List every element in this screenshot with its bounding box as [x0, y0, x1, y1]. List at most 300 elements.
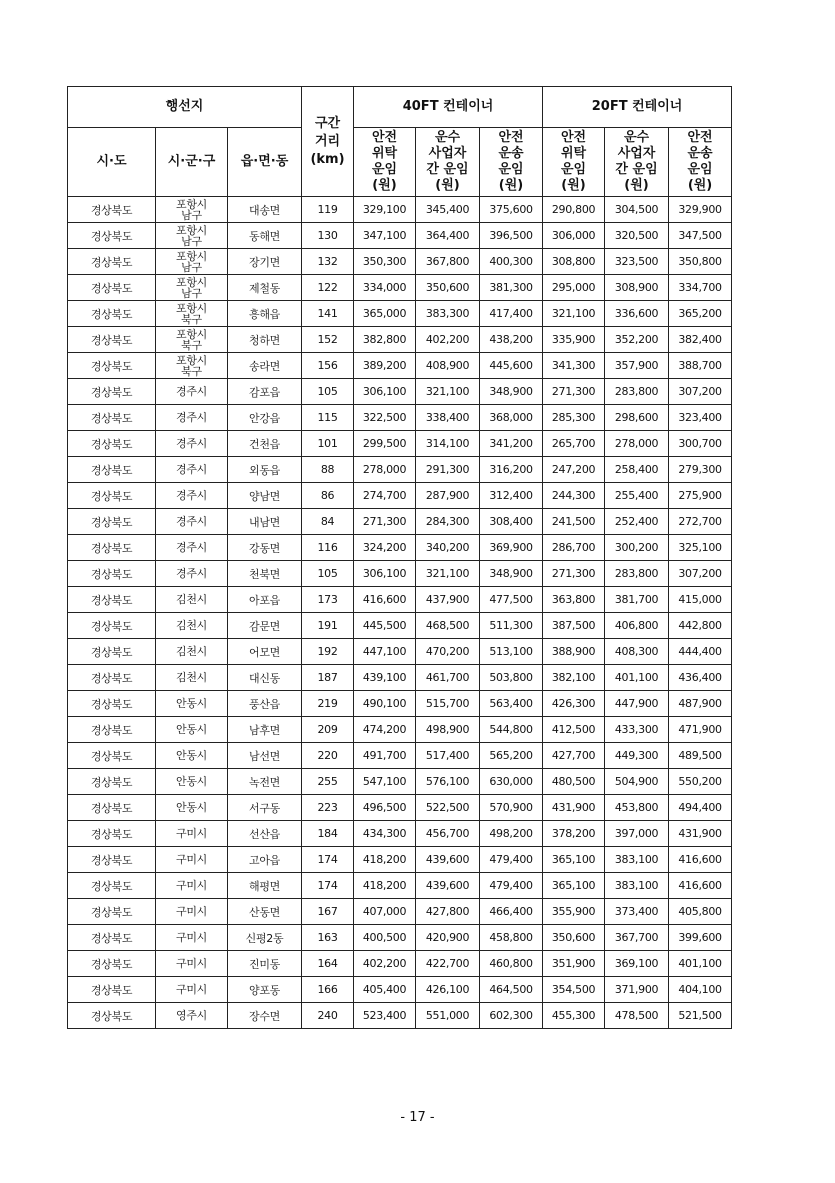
cell-40ft-carrier: 338,400 — [416, 405, 480, 431]
cell-sido: 경상북도 — [68, 301, 156, 327]
cell-eupmyeondong: 송라면 — [228, 353, 302, 379]
cell-40ft-transport: 348,900 — [480, 379, 543, 405]
eupmyeondong-header: 읍·면·동 — [228, 128, 302, 197]
cell-20ft-carrier: 255,400 — [605, 483, 669, 509]
cell-20ft-carrier: 300,200 — [605, 535, 669, 561]
cell-40ft-carrier: 420,900 — [416, 925, 480, 951]
cell-40ft-transport: 565,200 — [480, 743, 543, 769]
cell-distance: 156 — [302, 353, 354, 379]
cell-distance: 220 — [302, 743, 354, 769]
cell-40ft-consign: 547,100 — [354, 769, 416, 795]
cell-sido: 경상북도 — [68, 327, 156, 353]
cell-20ft-carrier: 433,300 — [605, 717, 669, 743]
cell-20ft-consign: 295,000 — [543, 275, 605, 301]
cell-sido: 경상북도 — [68, 925, 156, 951]
cell-40ft-transport: 396,500 — [480, 223, 543, 249]
cell-sido: 경상북도 — [68, 821, 156, 847]
table-row — [68, 457, 732, 483]
cell-20ft-consign: 341,300 — [543, 353, 605, 379]
cell-distance: 132 — [302, 249, 354, 275]
cell-40ft-transport: 570,900 — [480, 795, 543, 821]
cell-eupmyeondong: 제철동 — [228, 275, 302, 301]
cell-40ft-carrier: 321,100 — [416, 561, 480, 587]
cell-sigungu: 구미시 — [156, 899, 228, 925]
cell-eupmyeondong: 선산읍 — [228, 821, 302, 847]
table-row — [68, 483, 732, 509]
freight-rate-table — [67, 86, 732, 1029]
cell-20ft-transport: 275,900 — [669, 483, 732, 509]
cell-40ft-consign: 306,100 — [354, 379, 416, 405]
cell-sido: 경상북도 — [68, 561, 156, 587]
cell-distance: 115 — [302, 405, 354, 431]
cell-sigungu: 포항시 북구 — [156, 301, 228, 327]
cell-sido: 경상북도 — [68, 379, 156, 405]
cell-distance: 86 — [302, 483, 354, 509]
cell-eupmyeondong: 해평면 — [228, 873, 302, 899]
cell-40ft-transport: 511,300 — [480, 613, 543, 639]
cell-20ft-consign: 247,200 — [543, 457, 605, 483]
cell-20ft-consign: 335,900 — [543, 327, 605, 353]
cell-eupmyeondong: 아포읍 — [228, 587, 302, 613]
20ft-safety-transport-header: 안전 운송 운임 (원) — [669, 128, 732, 197]
cell-40ft-carrier: 321,100 — [416, 379, 480, 405]
cell-40ft-carrier: 576,100 — [416, 769, 480, 795]
cell-40ft-consign: 490,100 — [354, 691, 416, 717]
cell-40ft-transport: 375,600 — [480, 197, 543, 223]
sigungu-header: 시·군·구 — [156, 128, 228, 197]
cell-20ft-consign: 431,900 — [543, 795, 605, 821]
cell-eupmyeondong: 외동읍 — [228, 457, 302, 483]
cell-20ft-transport: 405,800 — [669, 899, 732, 925]
cell-20ft-carrier: 371,900 — [605, 977, 669, 1003]
cell-sido: 경상북도 — [68, 873, 156, 899]
cell-20ft-consign: 355,900 — [543, 899, 605, 925]
cell-40ft-consign: 306,100 — [354, 561, 416, 587]
cell-20ft-transport: 307,200 — [669, 379, 732, 405]
table-body — [68, 197, 732, 1029]
table-row — [68, 197, 732, 223]
cell-sido: 경상북도 — [68, 717, 156, 743]
cell-sido: 경상북도 — [68, 353, 156, 379]
cell-20ft-transport: 416,600 — [669, 847, 732, 873]
cell-40ft-carrier: 551,000 — [416, 1003, 480, 1029]
cell-distance: 163 — [302, 925, 354, 951]
cell-distance: 119 — [302, 197, 354, 223]
cell-sigungu: 영주시 — [156, 1003, 228, 1029]
cell-40ft-carrier: 470,200 — [416, 639, 480, 665]
cell-sigungu: 구미시 — [156, 977, 228, 1003]
cell-sigungu: 경주시 — [156, 457, 228, 483]
cell-40ft-transport: 400,300 — [480, 249, 543, 275]
cell-40ft-carrier: 350,600 — [416, 275, 480, 301]
cell-distance: 209 — [302, 717, 354, 743]
cell-40ft-consign: 402,200 — [354, 951, 416, 977]
cell-20ft-transport: 401,100 — [669, 951, 732, 977]
table-row — [68, 743, 732, 769]
cell-sigungu: 김천시 — [156, 587, 228, 613]
cell-40ft-transport: 445,600 — [480, 353, 543, 379]
cell-sido: 경상북도 — [68, 899, 156, 925]
cell-20ft-transport: 415,000 — [669, 587, 732, 613]
cell-20ft-carrier: 447,900 — [605, 691, 669, 717]
table-row — [68, 587, 732, 613]
cell-sido: 경상북도 — [68, 197, 156, 223]
20ft-safety-consign-header: 안전 위탁 운임 (원) — [543, 128, 605, 197]
cell-20ft-consign: 365,100 — [543, 847, 605, 873]
cell-20ft-transport: 365,200 — [669, 301, 732, 327]
cell-20ft-transport: 323,400 — [669, 405, 732, 431]
table-row — [68, 977, 732, 1003]
cell-distance: 173 — [302, 587, 354, 613]
cell-distance: 105 — [302, 379, 354, 405]
cell-sigungu: 김천시 — [156, 639, 228, 665]
cell-20ft-transport: 329,900 — [669, 197, 732, 223]
cell-40ft-carrier: 314,100 — [416, 431, 480, 457]
cell-40ft-carrier: 517,400 — [416, 743, 480, 769]
cell-20ft-carrier: 453,800 — [605, 795, 669, 821]
cell-40ft-consign: 491,700 — [354, 743, 416, 769]
cell-sido: 경상북도 — [68, 743, 156, 769]
cell-20ft-consign: 271,300 — [543, 561, 605, 587]
cell-20ft-consign: 306,000 — [543, 223, 605, 249]
cell-20ft-transport: 436,400 — [669, 665, 732, 691]
table-row — [68, 925, 732, 951]
cell-sigungu: 김천시 — [156, 613, 228, 639]
cell-sido: 경상북도 — [68, 405, 156, 431]
cell-20ft-carrier: 383,100 — [605, 873, 669, 899]
cell-20ft-transport: 489,500 — [669, 743, 732, 769]
cell-distance: 88 — [302, 457, 354, 483]
page-number: - 17 - — [400, 1110, 435, 1125]
cell-40ft-consign: 418,200 — [354, 847, 416, 873]
cell-20ft-consign: 426,300 — [543, 691, 605, 717]
cell-eupmyeondong: 대신동 — [228, 665, 302, 691]
cell-20ft-carrier: 369,100 — [605, 951, 669, 977]
table-row — [68, 691, 732, 717]
cell-20ft-consign: 321,100 — [543, 301, 605, 327]
cell-eupmyeondong: 강동면 — [228, 535, 302, 561]
cell-20ft-carrier: 336,600 — [605, 301, 669, 327]
cell-40ft-consign: 400,500 — [354, 925, 416, 951]
cell-40ft-consign: 434,300 — [354, 821, 416, 847]
cell-40ft-consign: 278,000 — [354, 457, 416, 483]
cell-40ft-consign: 439,100 — [354, 665, 416, 691]
cell-20ft-carrier: 304,500 — [605, 197, 669, 223]
cell-20ft-consign: 308,800 — [543, 249, 605, 275]
cell-distance: 187 — [302, 665, 354, 691]
cell-20ft-carrier: 401,100 — [605, 665, 669, 691]
cell-20ft-carrier: 308,900 — [605, 275, 669, 301]
table-row — [68, 223, 732, 249]
cell-20ft-consign: 351,900 — [543, 951, 605, 977]
cell-40ft-carrier: 284,300 — [416, 509, 480, 535]
table-row — [68, 613, 732, 639]
cell-eupmyeondong: 남선면 — [228, 743, 302, 769]
cell-20ft-carrier: 478,500 — [605, 1003, 669, 1029]
40ft-carrier-header: 운수 사업자 간 운임 (원) — [416, 128, 480, 197]
table-row — [68, 821, 732, 847]
cell-distance: 174 — [302, 873, 354, 899]
cell-40ft-transport: 381,300 — [480, 275, 543, 301]
cell-distance: 105 — [302, 561, 354, 587]
cell-20ft-consign: 286,700 — [543, 535, 605, 561]
cell-20ft-carrier: 258,400 — [605, 457, 669, 483]
cell-20ft-consign: 427,700 — [543, 743, 605, 769]
cell-40ft-transport: 368,000 — [480, 405, 543, 431]
cell-20ft-carrier: 408,300 — [605, 639, 669, 665]
cell-20ft-transport: 272,700 — [669, 509, 732, 535]
cell-sigungu: 구미시 — [156, 847, 228, 873]
cell-distance: 174 — [302, 847, 354, 873]
table-row — [68, 951, 732, 977]
cell-20ft-transport: 444,400 — [669, 639, 732, 665]
cell-20ft-carrier: 504,900 — [605, 769, 669, 795]
cell-eupmyeondong: 감문면 — [228, 613, 302, 639]
table-row — [68, 717, 732, 743]
cell-20ft-transport: 494,400 — [669, 795, 732, 821]
cell-20ft-consign: 365,100 — [543, 873, 605, 899]
cell-40ft-transport: 563,400 — [480, 691, 543, 717]
cell-sigungu: 안동시 — [156, 769, 228, 795]
cell-20ft-consign: 271,300 — [543, 379, 605, 405]
cell-40ft-consign: 496,500 — [354, 795, 416, 821]
cell-sigungu: 구미시 — [156, 925, 228, 951]
cell-distance: 152 — [302, 327, 354, 353]
cell-40ft-carrier: 522,500 — [416, 795, 480, 821]
cell-sido: 경상북도 — [68, 483, 156, 509]
cell-20ft-carrier: 373,400 — [605, 899, 669, 925]
cell-20ft-carrier: 449,300 — [605, 743, 669, 769]
cell-40ft-carrier: 456,700 — [416, 821, 480, 847]
cell-40ft-carrier: 461,700 — [416, 665, 480, 691]
cell-40ft-consign: 474,200 — [354, 717, 416, 743]
cell-40ft-carrier: 422,700 — [416, 951, 480, 977]
cell-40ft-consign: 347,100 — [354, 223, 416, 249]
cell-eupmyeondong: 양포동 — [228, 977, 302, 1003]
cell-20ft-transport: 521,500 — [669, 1003, 732, 1029]
cell-20ft-consign: 388,900 — [543, 639, 605, 665]
cell-20ft-carrier: 357,900 — [605, 353, 669, 379]
cell-40ft-transport: 458,800 — [480, 925, 543, 951]
cell-40ft-consign: 274,700 — [354, 483, 416, 509]
cell-40ft-transport: 498,200 — [480, 821, 543, 847]
cell-20ft-transport: 404,100 — [669, 977, 732, 1003]
cell-40ft-carrier: 287,900 — [416, 483, 480, 509]
cell-sigungu: 안동시 — [156, 717, 228, 743]
cell-sigungu: 경주시 — [156, 379, 228, 405]
cell-distance: 164 — [302, 951, 354, 977]
cell-eupmyeondong: 동해면 — [228, 223, 302, 249]
cell-40ft-consign: 365,000 — [354, 301, 416, 327]
cell-eupmyeondong: 산동면 — [228, 899, 302, 925]
cell-eupmyeondong: 장수면 — [228, 1003, 302, 1029]
cell-eupmyeondong: 신평2동 — [228, 925, 302, 951]
cell-20ft-transport: 347,500 — [669, 223, 732, 249]
cell-sigungu: 구미시 — [156, 873, 228, 899]
cell-sido: 경상북도 — [68, 509, 156, 535]
cell-distance: 101 — [302, 431, 354, 457]
cell-distance: 130 — [302, 223, 354, 249]
table-row — [68, 301, 732, 327]
cell-20ft-consign: 480,500 — [543, 769, 605, 795]
cell-distance: 184 — [302, 821, 354, 847]
table-row — [68, 431, 732, 457]
cell-40ft-transport: 460,800 — [480, 951, 543, 977]
cell-40ft-transport: 417,400 — [480, 301, 543, 327]
cell-40ft-consign: 523,400 — [354, 1003, 416, 1029]
cell-40ft-transport: 312,400 — [480, 483, 543, 509]
cell-sido: 경상북도 — [68, 275, 156, 301]
cell-40ft-carrier: 340,200 — [416, 535, 480, 561]
cell-20ft-carrier: 278,000 — [605, 431, 669, 457]
cell-eupmyeondong: 고아읍 — [228, 847, 302, 873]
cell-distance: 122 — [302, 275, 354, 301]
cell-sigungu: 경주시 — [156, 561, 228, 587]
cell-eupmyeondong: 안강읍 — [228, 405, 302, 431]
container-20ft-header: 20FT 컨테이너 — [543, 87, 732, 128]
cell-20ft-consign: 285,300 — [543, 405, 605, 431]
cell-sido: 경상북도 — [68, 587, 156, 613]
cell-sigungu: 안동시 — [156, 691, 228, 717]
cell-40ft-carrier: 291,300 — [416, 457, 480, 483]
cell-sigungu: 경주시 — [156, 405, 228, 431]
cell-eupmyeondong: 천북면 — [228, 561, 302, 587]
cell-sido: 경상북도 — [68, 249, 156, 275]
cell-eupmyeondong: 장기면 — [228, 249, 302, 275]
cell-distance: 255 — [302, 769, 354, 795]
table-row — [68, 249, 732, 275]
cell-sigungu: 포항시 남구 — [156, 275, 228, 301]
cell-20ft-transport: 416,600 — [669, 873, 732, 899]
cell-distance: 223 — [302, 795, 354, 821]
table-row — [68, 327, 732, 353]
cell-distance: 116 — [302, 535, 354, 561]
cell-sigungu: 구미시 — [156, 821, 228, 847]
cell-eupmyeondong: 감포읍 — [228, 379, 302, 405]
cell-20ft-carrier: 252,400 — [605, 509, 669, 535]
cell-40ft-carrier: 437,900 — [416, 587, 480, 613]
cell-20ft-consign: 241,500 — [543, 509, 605, 535]
table-row — [68, 899, 732, 925]
cell-distance: 192 — [302, 639, 354, 665]
cell-eupmyeondong: 흥해읍 — [228, 301, 302, 327]
cell-40ft-consign: 407,000 — [354, 899, 416, 925]
table-row — [68, 405, 732, 431]
cell-distance: 219 — [302, 691, 354, 717]
cell-40ft-transport: 438,200 — [480, 327, 543, 353]
cell-20ft-carrier: 283,800 — [605, 561, 669, 587]
20ft-carrier-header: 운수 사업자 간 운임 (원) — [605, 128, 669, 197]
cell-20ft-transport: 399,600 — [669, 925, 732, 951]
cell-40ft-carrier: 498,900 — [416, 717, 480, 743]
cell-sido: 경상북도 — [68, 795, 156, 821]
cell-40ft-carrier: 427,800 — [416, 899, 480, 925]
cell-sigungu: 경주시 — [156, 509, 228, 535]
cell-sido: 경상북도 — [68, 665, 156, 691]
cell-sigungu: 포항시 남구 — [156, 223, 228, 249]
cell-40ft-consign: 405,400 — [354, 977, 416, 1003]
cell-40ft-transport: 464,500 — [480, 977, 543, 1003]
cell-40ft-transport: 341,200 — [480, 431, 543, 457]
cell-20ft-consign: 354,500 — [543, 977, 605, 1003]
cell-eupmyeondong: 진미동 — [228, 951, 302, 977]
cell-sido: 경상북도 — [68, 639, 156, 665]
cell-eupmyeondong: 어모면 — [228, 639, 302, 665]
table-row — [68, 1003, 732, 1029]
cell-sigungu: 포항시 남구 — [156, 249, 228, 275]
table-row — [68, 847, 732, 873]
cell-20ft-consign: 382,100 — [543, 665, 605, 691]
cell-20ft-transport: 300,700 — [669, 431, 732, 457]
cell-20ft-carrier: 397,000 — [605, 821, 669, 847]
cell-40ft-transport: 316,200 — [480, 457, 543, 483]
cell-sigungu: 포항시 남구 — [156, 197, 228, 223]
cell-40ft-transport: 479,400 — [480, 847, 543, 873]
cell-sido: 경상북도 — [68, 951, 156, 977]
cell-20ft-consign: 387,500 — [543, 613, 605, 639]
cell-40ft-consign: 416,600 — [354, 587, 416, 613]
cell-20ft-carrier: 367,700 — [605, 925, 669, 951]
cell-40ft-carrier: 402,200 — [416, 327, 480, 353]
cell-20ft-carrier: 352,200 — [605, 327, 669, 353]
cell-40ft-consign: 334,000 — [354, 275, 416, 301]
cell-eupmyeondong: 남후면 — [228, 717, 302, 743]
table-row — [68, 561, 732, 587]
cell-eupmyeondong: 풍산읍 — [228, 691, 302, 717]
table-row — [68, 639, 732, 665]
cell-20ft-consign: 363,800 — [543, 587, 605, 613]
cell-20ft-transport: 279,300 — [669, 457, 732, 483]
40ft-safety-consign-header: 안전 위탁 운임 (원) — [354, 128, 416, 197]
cell-sigungu: 경주시 — [156, 431, 228, 457]
cell-20ft-carrier: 323,500 — [605, 249, 669, 275]
cell-40ft-transport: 503,800 — [480, 665, 543, 691]
cell-40ft-consign: 389,200 — [354, 353, 416, 379]
cell-distance: 84 — [302, 509, 354, 535]
cell-20ft-transport: 550,200 — [669, 769, 732, 795]
cell-40ft-transport: 308,400 — [480, 509, 543, 535]
cell-sigungu: 포항시 북구 — [156, 327, 228, 353]
cell-20ft-carrier: 381,700 — [605, 587, 669, 613]
cell-sigungu: 김천시 — [156, 665, 228, 691]
cell-20ft-consign: 378,200 — [543, 821, 605, 847]
cell-40ft-carrier: 345,400 — [416, 197, 480, 223]
cell-40ft-consign: 445,500 — [354, 613, 416, 639]
cell-40ft-consign: 447,100 — [354, 639, 416, 665]
cell-20ft-transport: 487,900 — [669, 691, 732, 717]
container-40ft-header: 40FT 컨테이너 — [354, 87, 543, 128]
table-row — [68, 535, 732, 561]
cell-20ft-transport: 471,900 — [669, 717, 732, 743]
cell-20ft-carrier: 320,500 — [605, 223, 669, 249]
cell-20ft-consign: 244,300 — [543, 483, 605, 509]
cell-sido: 경상북도 — [68, 457, 156, 483]
cell-40ft-consign: 350,300 — [354, 249, 416, 275]
cell-sido: 경상북도 — [68, 535, 156, 561]
cell-sigungu: 포항시 북구 — [156, 353, 228, 379]
cell-sigungu: 구미시 — [156, 951, 228, 977]
cell-40ft-consign: 271,300 — [354, 509, 416, 535]
cell-40ft-consign: 382,800 — [354, 327, 416, 353]
cell-20ft-transport: 350,800 — [669, 249, 732, 275]
cell-20ft-consign: 412,500 — [543, 717, 605, 743]
table-row — [68, 795, 732, 821]
cell-40ft-consign: 324,200 — [354, 535, 416, 561]
cell-eupmyeondong: 녹전면 — [228, 769, 302, 795]
cell-40ft-transport: 479,400 — [480, 873, 543, 899]
cell-eupmyeondong: 서구동 — [228, 795, 302, 821]
cell-40ft-consign: 329,100 — [354, 197, 416, 223]
